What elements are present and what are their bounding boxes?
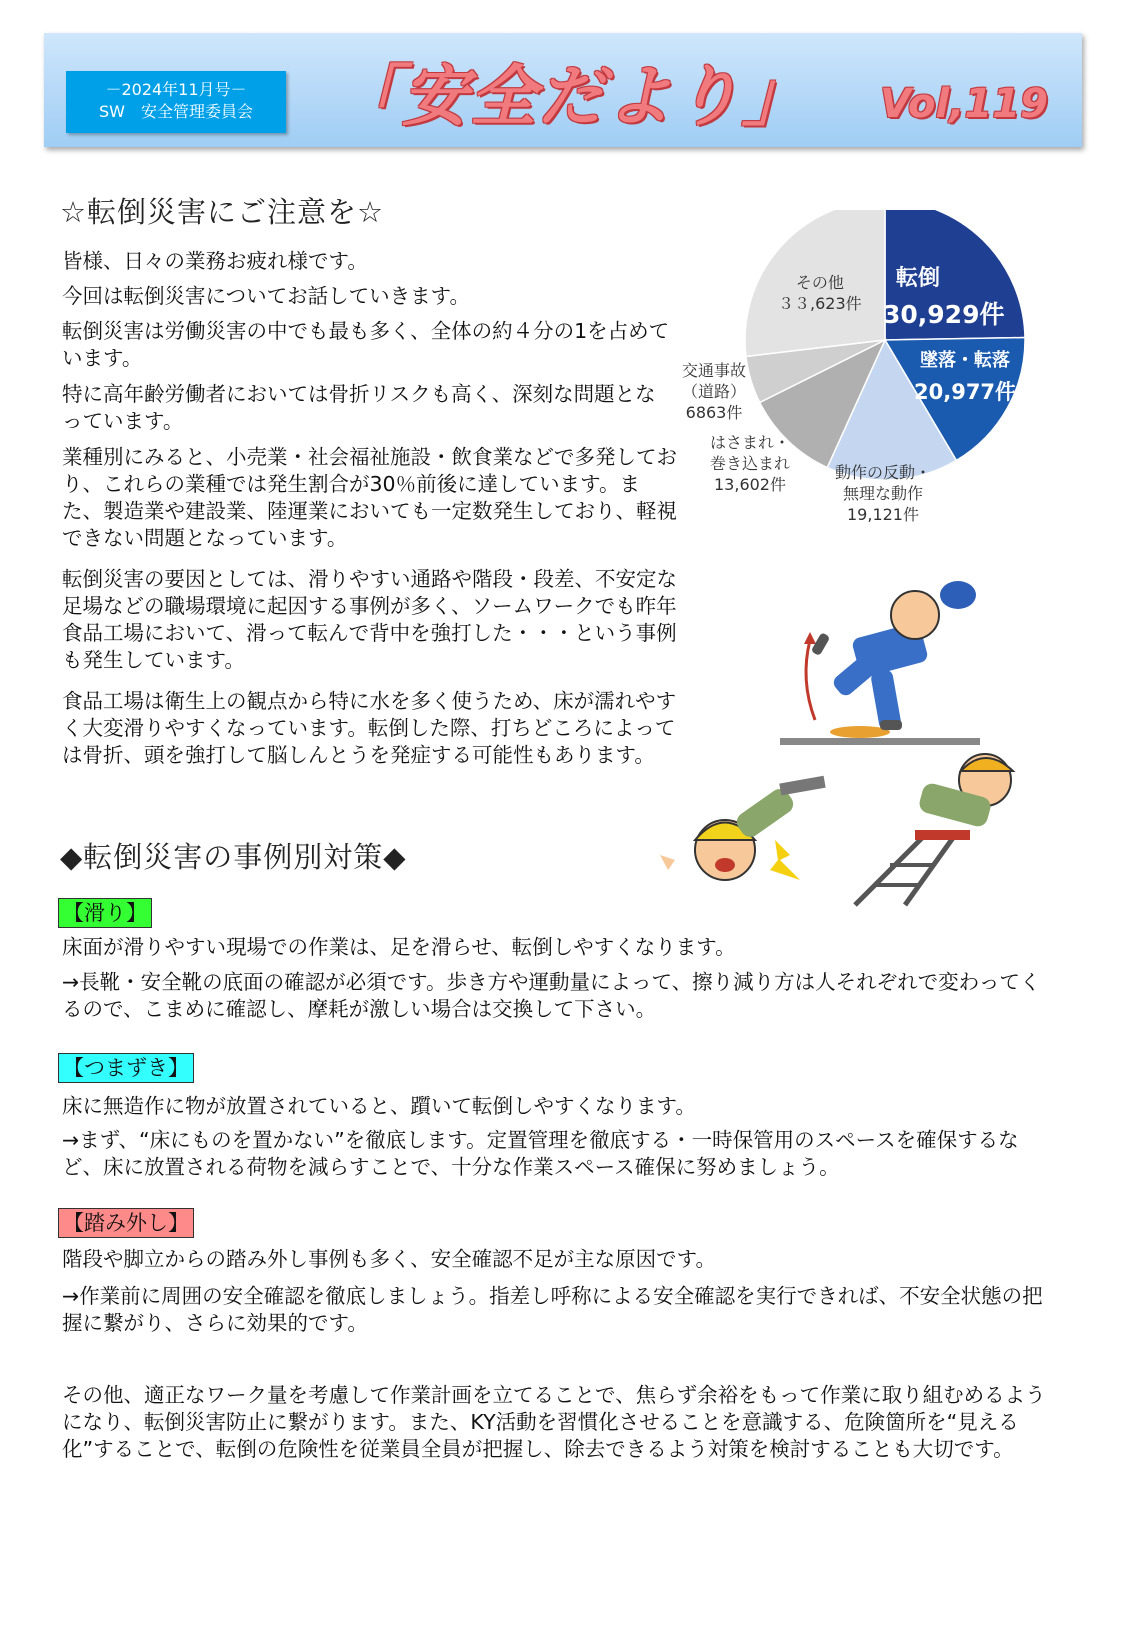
issue-box [66, 71, 286, 133]
tag-trip: 【つまずき】 [58, 1053, 194, 1083]
accident-pie-chart [680, 210, 1080, 540]
section2-heading: ◆転倒災害の事例別対策◆ [60, 840, 407, 874]
trip-line-1: 床に無造作に物が放置されていると、躓いて転倒しやすくなります。 [62, 1094, 696, 1118]
paragraph-2: 今回は転倒災害についてお話していきます。 [62, 284, 470, 308]
slip-line-1: 床面が滑りやすい現場での作業は、足を滑らせ、転倒しやすくなります。 [62, 935, 736, 959]
issue-date: －2024年11月号－ [105, 80, 247, 99]
header-banner [44, 33, 1082, 147]
slip-line-2: →長靴・安全靴の底面の確認が必須です。歩き方や運動量によって、擦り減り方は人それぞれで変わってくるので、こまめに確認し、摩耗が激しい場合は交換して下さい。 [62, 970, 1041, 1021]
falling-worker-illustration [640, 760, 840, 910]
closing-paragraph: その他、適正なワーク量を考慮して作業計画を立てることで、焦らず余裕をもって作業に取り組むめるようになり、転倒災害防止に繋がります。また、KY活動を習慣化させることを意識する、危険箇所を“見える化”することで、転倒の危険性を従業員全員が把握し、除去できるよう対策を検討することも大切です。 [62, 1383, 1046, 1461]
section1-heading: ☆転倒災害にご注意を☆ [60, 195, 384, 229]
misstep-line-1: 階段や脚立からの踏み外し事例も多く、安全確認不足が主な原因です。 [62, 1247, 716, 1271]
label-dousa: 動作の反動・ 無理な動作 19,121件 [835, 463, 932, 524]
tag-misstep: 【踏み外し】 [58, 1208, 194, 1238]
committee-name: SW 安全管理委員会 [99, 102, 253, 121]
tag-slip: 【滑り】 [58, 898, 152, 928]
paragraph-1: 皆様、日々の業務お疲れ様です。 [62, 249, 368, 273]
label-tentou: 転倒 [896, 266, 941, 291]
paragraph-6: 転倒災害の要因としては、滑りやすい通路や階段・段差、不安定な足場などの職場環境に起因する事例が多く、ソームワークでも昨年食品工場において、滑って転んで背中を強打した・・・という事例も発生しています。 [62, 567, 677, 672]
trip-line-2: →まず、“床にものを置かない”を徹底します。定置管理を徹底する・一時保管用のスペースを確保するなど、床に放置される荷物を減らすことで、十分な作業スペース確保に努めましょう。 [62, 1128, 1019, 1179]
misstep-line-2: →作業前に周囲の安全確認を徹底しましょう。指差し呼称による安全確認を実行できれば、不安全状態の把握に繋がり、さらに効果的です。 [62, 1284, 1043, 1335]
volume-number: Vol,119 [880, 81, 1048, 127]
label-tsuiraku: 墜落・転落 [920, 350, 1010, 371]
paragraph-4: 特に高年齢労働者においては骨折リスクも高く、深刻な問題となっています。 [62, 382, 656, 433]
slipping-worker-illustration [780, 570, 995, 750]
paragraph-7: 食品工場は衛生上の観点から特に水を多く使うため、床が濡れやすく大変滑りやすくなっています。転倒した際、打ちどころによっては骨折、頭を強打して脳しんとうを発症する可能性もあります。 [62, 689, 677, 767]
label-koutsuu: 交通事故 （道路） 6863件 [682, 361, 747, 422]
paragraph-3: 転倒災害は労働災害の中でも最も多く、全体の約４分の1を占めています。 [62, 319, 670, 370]
newsletter-title: 「安全だより」 [334, 58, 810, 135]
label-hasamare: はさまれ・ 巻き込まれ 13,602件 [710, 433, 791, 494]
label-sonota: その他 ３３,623件 [778, 273, 862, 313]
paragraph-5: 業種別にみると、小売業・社会福祉施設・飲食業などで多発しており、これらの業種では発生割合が30％前後に達しています。また、製造業や建設業、陸運業においても一定数発生しており、軽視できない問題となっています。 [62, 445, 677, 550]
label-tsuiraku-value: 20,977件 [914, 380, 1017, 404]
label-tentou-value: 30,929件 [883, 300, 1005, 329]
ladder-fall-illustration [835, 745, 1050, 910]
